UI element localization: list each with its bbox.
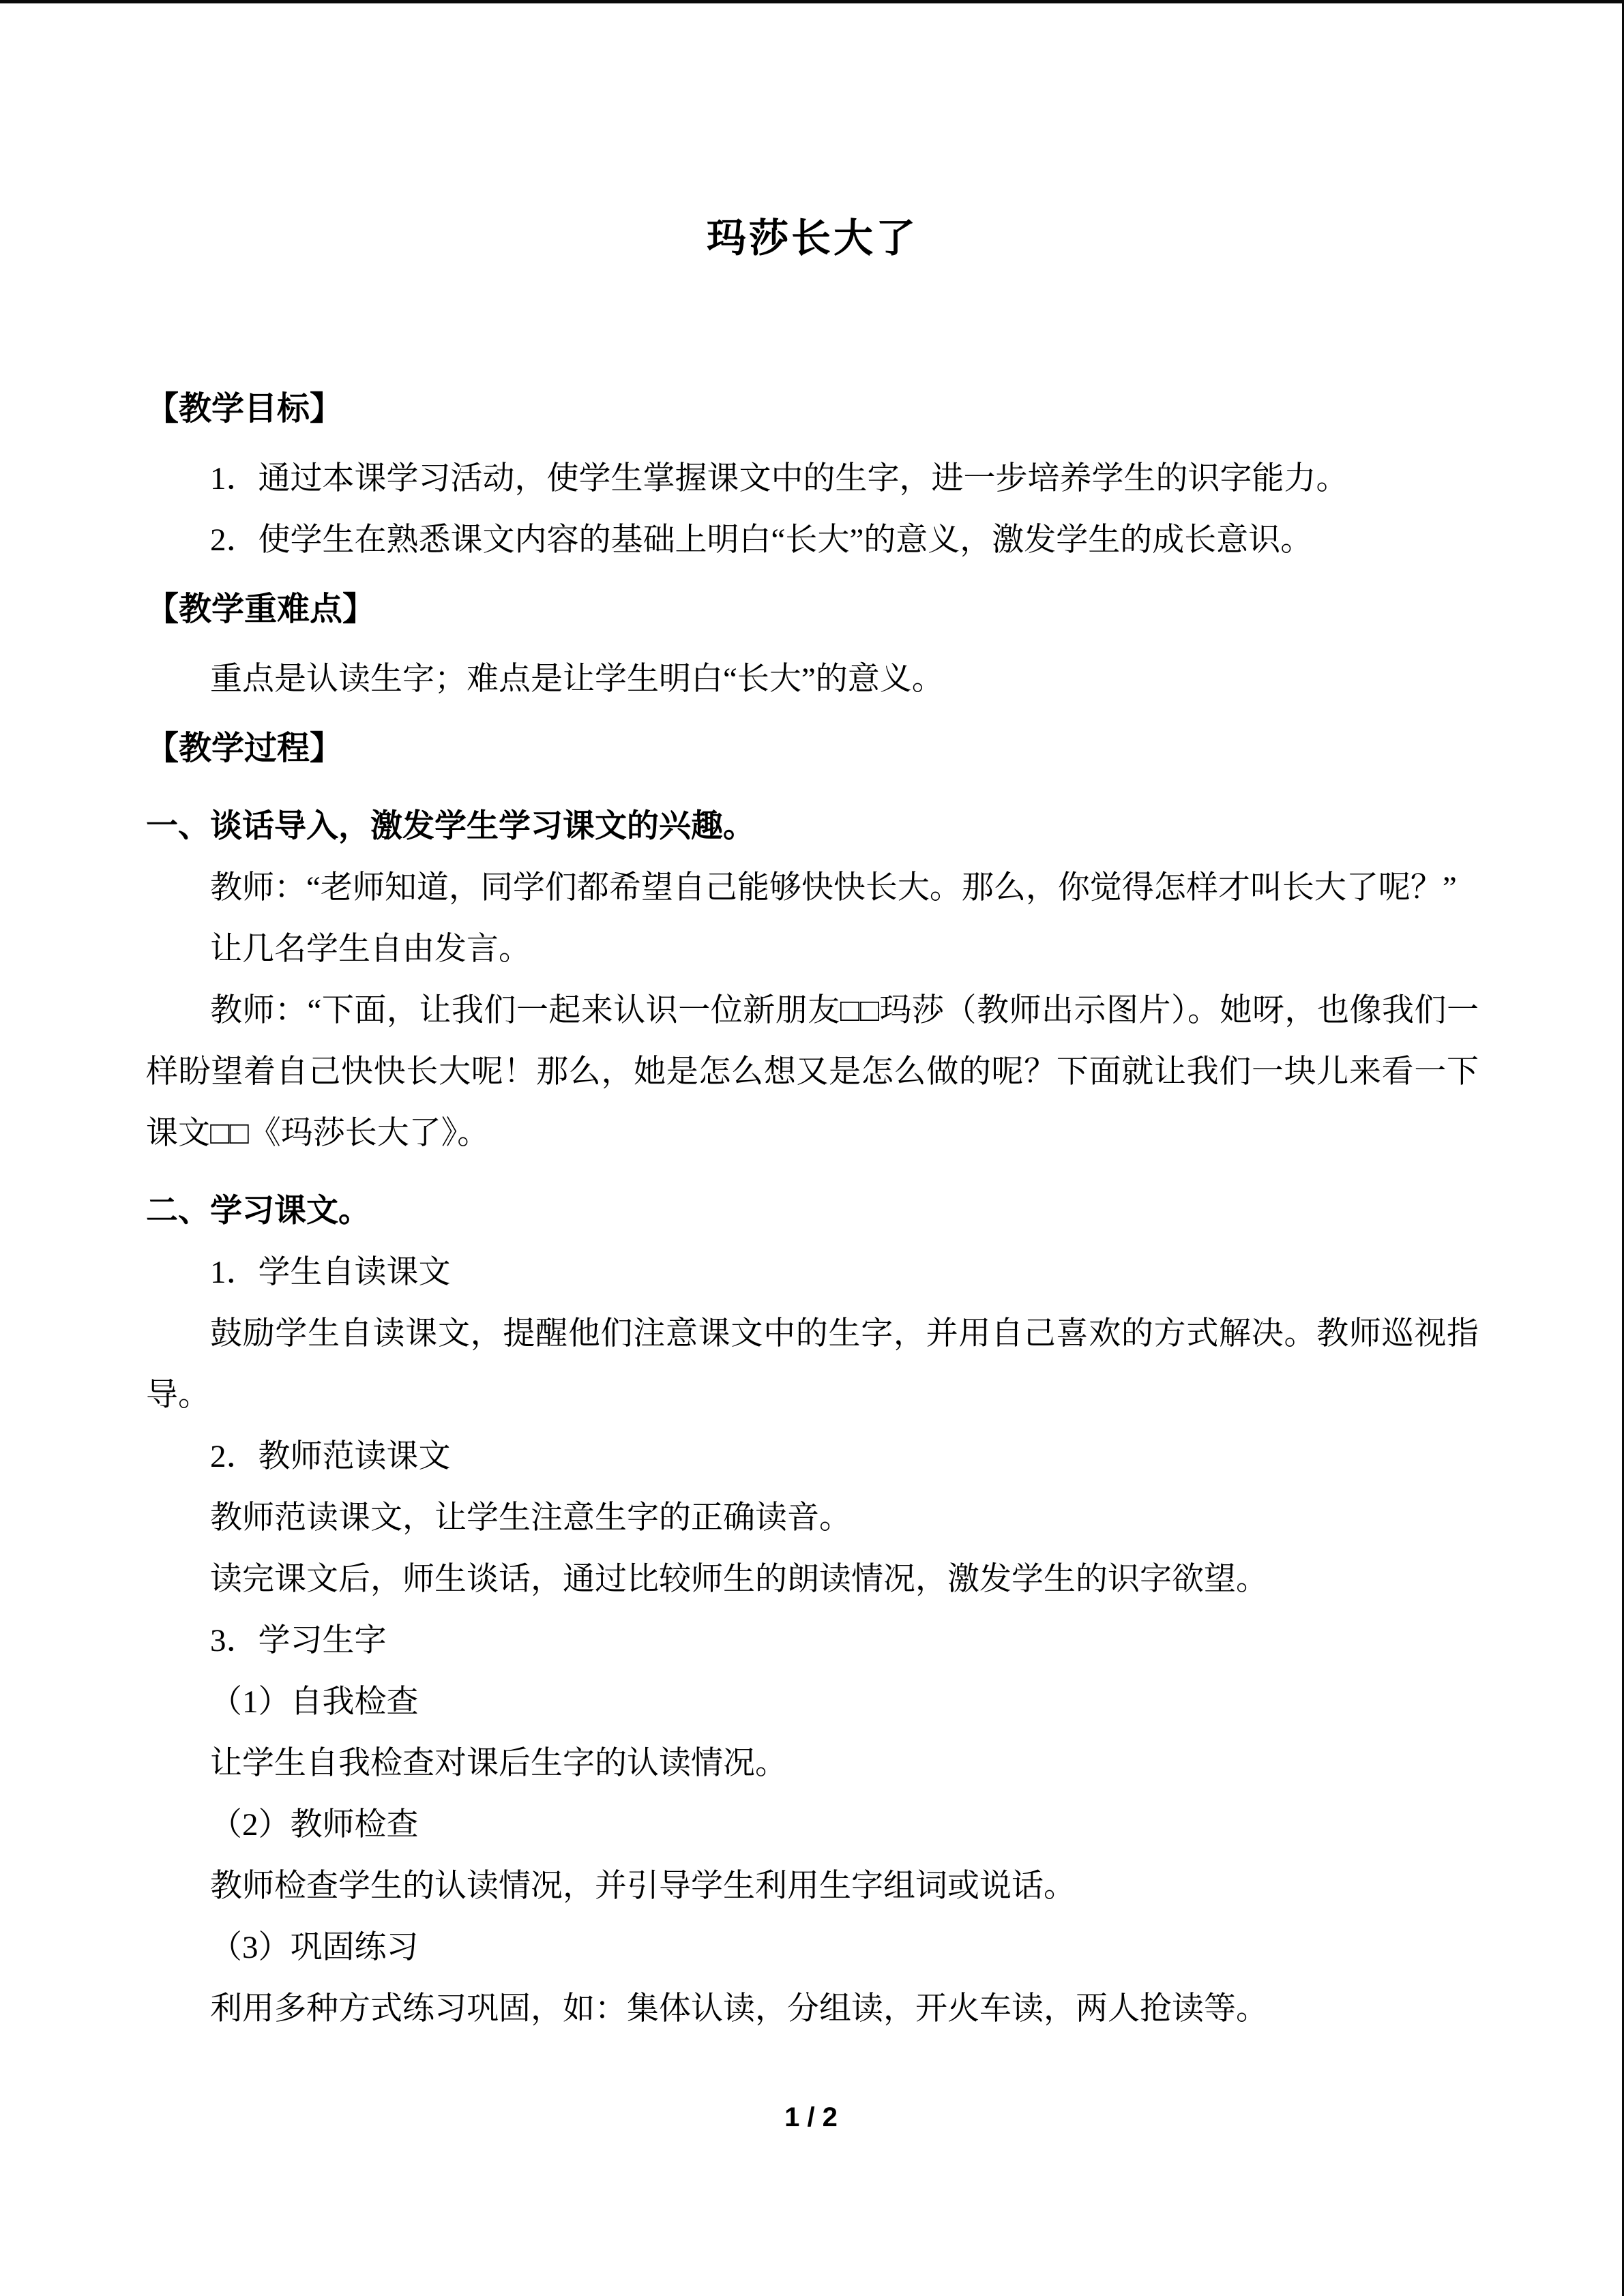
paragraph: 教师检查学生的认读情况，并引导学生利用生字组词或说话。	[210, 1868, 1076, 1904]
paragraph: 让几名学生自由发言。	[210, 931, 531, 967]
paragraph: 读完课文后，师生谈话，通过比较师生的朗读情况，激发学生的识字欲望。	[210, 1562, 1268, 1597]
paragraph: （1）自我检查	[210, 1684, 419, 1720]
document-title: 玛莎长大了	[706, 216, 918, 260]
document-content	[0, 3, 1622, 2040]
paragraph: 教师：“老师知道，同学们都希望自己能够快快长大。那么，你觉得怎样才叫长大了呢？”	[210, 870, 1457, 906]
paragraph: 利用多种方式练习巩固，如：集体认读，分组读，开火车读，两人抢读等。	[210, 1991, 1268, 2027]
document-body	[146, 378, 1479, 2040]
paragraph: 鼓励学生自读课文，提醒他们注意课文中的生字，并用自己喜欢的方式解决。教师巡视指导。	[146, 1316, 1479, 1413]
paragraph: 1．通过本课学习活动，使学生掌握课文中的生字，进一步培养学生的识字能力。	[210, 461, 1348, 496]
paragraph: 2．教师范读课文	[210, 1439, 451, 1474]
paragraph: 2．使学生在熟悉课文内容的基础上明白“长大”的意义，激发学生的成长意识。	[210, 522, 1313, 558]
paragraph: （3）巩固练习	[210, 1930, 419, 1965]
paragraph: 让学生自我检查对课后生字的认读情况。	[210, 1746, 787, 1781]
paragraph: （2）教师检查	[210, 1807, 419, 1843]
section-heading: 【教学过程】	[146, 730, 343, 766]
section-heading: 【教学重难点】	[146, 591, 376, 627]
sub-section-heading: 一、谈话导入，激发学生学习课文的兴趣。	[146, 809, 755, 844]
paragraph: 教师：“下面，让我们一起来认识一位新朋友□□玛莎（教师出示图片）。她呀，也像我们一样盼望着自己快快长大呢！那么，她是怎么想又是怎么做的呢？下面就让我们一块儿来看一下课文□□《玛莎长大了》。	[146, 993, 1479, 1151]
page-number: 1 / 2	[784, 2102, 838, 2132]
paragraph: 3．学习生字	[210, 1623, 387, 1658]
paragraph: 教师范读课文，让学生注意生字的正确读音。	[210, 1500, 851, 1536]
paragraph: 1．学生自读课文	[210, 1255, 451, 1290]
section-heading: 【教学目标】	[146, 391, 343, 427]
sub-section-heading: 二、学习课文。	[146, 1193, 370, 1229]
paragraph: 重点是认读生字；难点是让学生明白“长大”的意义。	[210, 661, 944, 697]
